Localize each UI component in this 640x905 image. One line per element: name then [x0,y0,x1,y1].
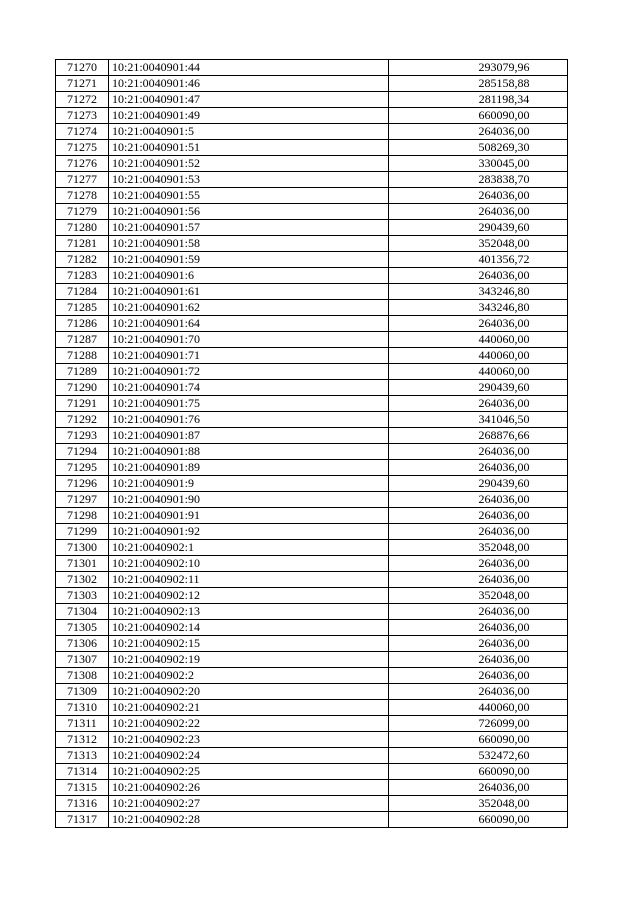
table-row [56,700,568,716]
table-row [56,764,568,780]
row-number-cell: 71290 [56,380,109,396]
table-row [56,204,568,220]
table-row [56,492,568,508]
table-row [56,604,568,620]
row-number-cell: 71286 [56,316,109,332]
table-row [56,364,568,380]
cadastral-number-cell: 10:21:0040901:49 [109,108,389,124]
table-row [56,92,568,108]
row-number-cell: 71310 [56,700,109,716]
row-number-cell: 71281 [56,236,109,252]
value-cell: 343246,80 [389,300,568,316]
value-cell: 330045,00 [389,156,568,172]
table-row [56,268,568,284]
value-cell: 352048,00 [389,540,568,556]
row-number-cell: 71280 [56,220,109,236]
cadastral-number-cell: 10:21:0040901:46 [109,76,389,92]
table-row [56,124,568,140]
row-number-cell: 71307 [56,652,109,668]
value-cell: 352048,00 [389,588,568,604]
value-cell: 293079,96 [389,60,568,76]
cadastral-number-cell: 10:21:0040901:76 [109,412,389,428]
row-number-cell: 71301 [56,556,109,572]
row-number-cell: 71295 [56,460,109,476]
cadastral-number-cell: 10:21:0040901:64 [109,316,389,332]
table-row [56,220,568,236]
cadastral-number-cell: 10:21:0040901:6 [109,268,389,284]
value-cell: 268876,66 [389,428,568,444]
value-cell: 660090,00 [389,108,568,124]
table-row [56,652,568,668]
value-cell: 283838,70 [389,172,568,188]
value-cell: 264036,00 [389,684,568,700]
value-cell: 264036,00 [389,492,568,508]
row-number-cell: 71278 [56,188,109,204]
row-number-cell: 71317 [56,812,109,828]
row-number-cell: 71276 [56,156,109,172]
cadastral-number-cell: 10:21:0040902:25 [109,764,389,780]
cadastral-number-cell: 10:21:0040902:24 [109,748,389,764]
cadastral-number-cell: 10:21:0040901:59 [109,252,389,268]
value-cell: 343246,80 [389,284,568,300]
table-row [56,684,568,700]
row-number-cell: 71277 [56,172,109,188]
cadastral-number-cell: 10:21:0040902:23 [109,732,389,748]
data-table [55,59,568,828]
table-row [56,476,568,492]
cadastral-number-cell: 10:21:0040901:74 [109,380,389,396]
value-cell: 401356,72 [389,252,568,268]
row-number-cell: 71298 [56,508,109,524]
value-cell: 264036,00 [389,572,568,588]
row-number-cell: 71275 [56,140,109,156]
cadastral-number-cell: 10:21:0040901:87 [109,428,389,444]
cadastral-number-cell: 10:21:0040901:89 [109,460,389,476]
table-body [56,60,568,828]
value-cell: 264036,00 [389,460,568,476]
cadastral-number-cell: 10:21:0040902:28 [109,812,389,828]
value-cell: 264036,00 [389,124,568,140]
value-cell: 660090,00 [389,732,568,748]
value-cell: 264036,00 [389,316,568,332]
cadastral-number-cell: 10:21:0040901:55 [109,188,389,204]
cadastral-number-cell: 10:21:0040901:44 [109,60,389,76]
value-cell: 264036,00 [389,780,568,796]
row-number-cell: 71279 [56,204,109,220]
table-row [56,716,568,732]
table-row [56,588,568,604]
table-row [56,108,568,124]
value-cell: 440060,00 [389,700,568,716]
row-number-cell: 71270 [56,60,109,76]
cadastral-number-cell: 10:21:0040901:51 [109,140,389,156]
value-cell: 264036,00 [389,604,568,620]
row-number-cell: 71288 [56,348,109,364]
table-row [56,812,568,828]
value-cell: 440060,00 [389,348,568,364]
table-row [56,572,568,588]
table-row [56,556,568,572]
cadastral-number-cell: 10:21:0040901:92 [109,524,389,540]
table-row [56,668,568,684]
table-row [56,284,568,300]
table-row [56,524,568,540]
value-cell: 660090,00 [389,812,568,828]
table-row [56,236,568,252]
table-row [56,796,568,812]
value-cell: 264036,00 [389,524,568,540]
row-number-cell: 71291 [56,396,109,412]
value-cell: 508269,30 [389,140,568,156]
cadastral-number-cell: 10:21:0040902:26 [109,780,389,796]
value-cell: 660090,00 [389,764,568,780]
value-cell: 264036,00 [389,508,568,524]
table-row [56,188,568,204]
value-cell: 264036,00 [389,668,568,684]
cadastral-number-cell: 10:21:0040901:47 [109,92,389,108]
table-row [56,156,568,172]
table-row [56,348,568,364]
value-cell: 264036,00 [389,444,568,460]
cadastral-number-cell: 10:21:0040902:27 [109,796,389,812]
row-number-cell: 71271 [56,76,109,92]
row-number-cell: 71312 [56,732,109,748]
table-row [56,60,568,76]
table-row [56,76,568,92]
value-cell: 290439,60 [389,220,568,236]
value-cell: 264036,00 [389,204,568,220]
value-cell: 726099,00 [389,716,568,732]
table-row [56,396,568,412]
row-number-cell: 71313 [56,748,109,764]
value-cell: 285158,88 [389,76,568,92]
cadastral-number-cell: 10:21:0040902:13 [109,604,389,620]
table-row [56,172,568,188]
table-row [56,252,568,268]
table-row [56,380,568,396]
value-cell: 352048,00 [389,796,568,812]
row-number-cell: 71289 [56,364,109,380]
cadastral-number-cell: 10:21:0040901:90 [109,492,389,508]
table-row [56,636,568,652]
row-number-cell: 71314 [56,764,109,780]
cadastral-number-cell: 10:21:0040901:5 [109,124,389,140]
cadastral-number-cell: 10:21:0040901:52 [109,156,389,172]
row-number-cell: 71315 [56,780,109,796]
cadastral-number-cell: 10:21:0040902:11 [109,572,389,588]
table-row [56,332,568,348]
cadastral-number-cell: 10:21:0040902:21 [109,700,389,716]
cadastral-number-cell: 10:21:0040901:72 [109,364,389,380]
cadastral-number-cell: 10:21:0040901:61 [109,284,389,300]
cadastral-number-cell: 10:21:0040901:56 [109,204,389,220]
cadastral-number-cell: 10:21:0040901:9 [109,476,389,492]
table-row [56,412,568,428]
row-number-cell: 71282 [56,252,109,268]
value-cell: 352048,00 [389,236,568,252]
value-cell: 264036,00 [389,556,568,572]
row-number-cell: 71305 [56,620,109,636]
row-number-cell: 71309 [56,684,109,700]
table-row [56,444,568,460]
row-number-cell: 71308 [56,668,109,684]
row-number-cell: 71303 [56,588,109,604]
table-row [56,508,568,524]
row-number-cell: 71302 [56,572,109,588]
cadastral-number-cell: 10:21:0040902:1 [109,540,389,556]
cadastral-number-cell: 10:21:0040901:88 [109,444,389,460]
cadastral-number-cell: 10:21:0040901:75 [109,396,389,412]
table-row [56,780,568,796]
row-number-cell: 71293 [56,428,109,444]
cadastral-number-cell: 10:21:0040901:57 [109,220,389,236]
cadastral-number-cell: 10:21:0040902:2 [109,668,389,684]
row-number-cell: 71285 [56,300,109,316]
value-cell: 264036,00 [389,652,568,668]
table-row [56,140,568,156]
cadastral-number-cell: 10:21:0040901:71 [109,348,389,364]
value-cell: 290439,60 [389,476,568,492]
value-cell: 532472,60 [389,748,568,764]
value-cell: 264036,00 [389,188,568,204]
row-number-cell: 71299 [56,524,109,540]
value-cell: 341046,50 [389,412,568,428]
value-cell: 264036,00 [389,396,568,412]
row-number-cell: 71287 [56,332,109,348]
cadastral-number-cell: 10:21:0040901:53 [109,172,389,188]
value-cell: 264036,00 [389,636,568,652]
row-number-cell: 71296 [56,476,109,492]
cadastral-number-cell: 10:21:0040902:19 [109,652,389,668]
row-number-cell: 71284 [56,284,109,300]
cadastral-number-cell: 10:21:0040902:15 [109,636,389,652]
row-number-cell: 71311 [56,716,109,732]
table-row [56,460,568,476]
table-row [56,540,568,556]
row-number-cell: 71272 [56,92,109,108]
cadastral-number-cell: 10:21:0040901:70 [109,332,389,348]
row-number-cell: 71294 [56,444,109,460]
row-number-cell: 71292 [56,412,109,428]
row-number-cell: 71300 [56,540,109,556]
table-row [56,428,568,444]
table-row [56,316,568,332]
value-cell: 290439,60 [389,380,568,396]
cadastral-number-cell: 10:21:0040901:91 [109,508,389,524]
value-cell: 264036,00 [389,620,568,636]
value-cell: 264036,00 [389,268,568,284]
table-row [56,732,568,748]
cadastral-number-cell: 10:21:0040902:10 [109,556,389,572]
cadastral-number-cell: 10:21:0040902:20 [109,684,389,700]
cadastral-number-cell: 10:21:0040902:14 [109,620,389,636]
value-cell: 440060,00 [389,332,568,348]
cadastral-number-cell: 10:21:0040902:12 [109,588,389,604]
value-cell: 281198,34 [389,92,568,108]
table-row [56,748,568,764]
cadastral-number-cell: 10:21:0040901:58 [109,236,389,252]
table-row [56,620,568,636]
value-cell: 440060,00 [389,364,568,380]
cadastral-number-cell: 10:21:0040902:22 [109,716,389,732]
row-number-cell: 71283 [56,268,109,284]
row-number-cell: 71273 [56,108,109,124]
row-number-cell: 71306 [56,636,109,652]
row-number-cell: 71316 [56,796,109,812]
row-number-cell: 71297 [56,492,109,508]
row-number-cell: 71304 [56,604,109,620]
cadastral-number-cell: 10:21:0040901:62 [109,300,389,316]
row-number-cell: 71274 [56,124,109,140]
table-row [56,300,568,316]
